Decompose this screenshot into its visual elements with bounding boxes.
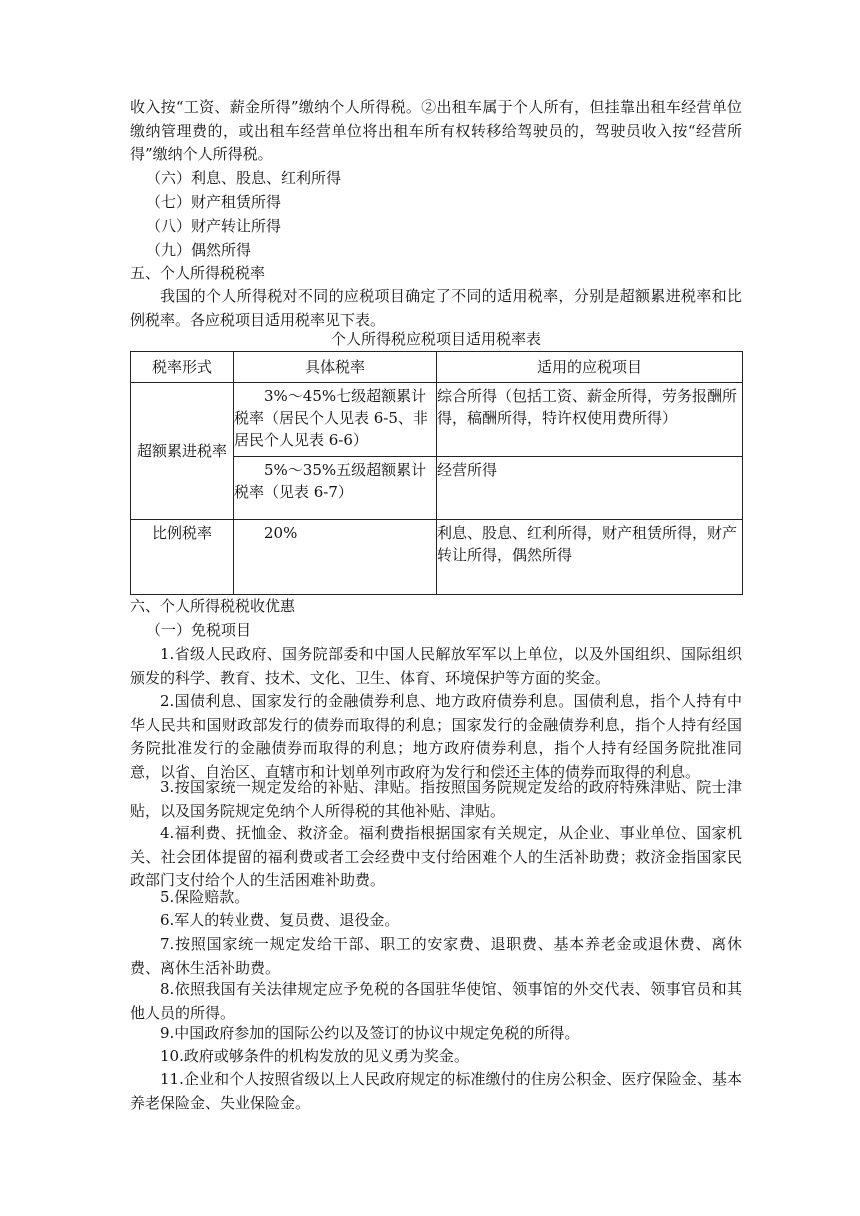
- header-rate-form: 税率形式: [131, 352, 234, 383]
- exempt-item-9: 9.中国政府参加的国际公约以及签订的协议中规定免税的所得。: [160, 1024, 580, 1042]
- subheading-exempt-items: （一）免税项目: [146, 621, 252, 639]
- cell-progressive-form: 超额累进税率: [131, 383, 234, 520]
- cell-proportional-form: 比例税率: [131, 520, 234, 595]
- exempt-item-6: 6.军人的转业费、复员费、退役金。: [160, 911, 400, 929]
- exempt-item-2: 2.国债利息、国家发行的金融债券利息、地方政府债券利息。国债利息，指个人持有中华人民共和国财政部发行的债券而取得的利息；国家发行的金融债券利息，指个人持有经国务院批准发行的金融债券而取得的利息；地方政府债券利息，指个人持有经国务院批准同意，以省、自治区、直辖市和计划单列市政府为发行和偿还主体的债券而取得的利息。: [130, 692, 742, 781]
- table-header-row: [131, 352, 743, 383]
- cell-proportional-items: 利息、股息、红利所得，财产租赁所得，财产转让所得，偶然所得: [437, 520, 743, 595]
- table-row: [131, 520, 743, 595]
- tax-rate-table: [130, 351, 743, 595]
- table-row: [131, 383, 743, 457]
- exempt-item-3: 3.按国家统一规定发给的补贴、津贴。指按照国务院规定发给的政府特殊津贴、院士津贴，以及国务院规定免纳个人所得税的其他补贴、津贴。: [130, 778, 742, 820]
- cell-five-level-rate: 5%～35%五级超额累计税率（见表 6-7）: [234, 457, 437, 520]
- table-title: 个人所得税应税项目适用税率表: [330, 330, 541, 348]
- section-heading-tax-preferences: 六、个人所得税税收优惠: [130, 597, 296, 615]
- item-interest-dividends: （六）利息、股息、红利所得: [146, 169, 342, 187]
- exempt-item-1: 1.省级人民政府、国务院部委和中国人民解放军军以上单位，以及外国组织、国际组织颁发的科学、教育、技术、文化、卫生、体育、环境保护等方面的奖金。: [130, 645, 742, 687]
- exempt-item-10: 10.政府或够条件的机构发放的见义勇为奖金。: [160, 1047, 469, 1065]
- item-incidental-income: （九）偶然所得: [146, 241, 252, 259]
- exempt-item-5: 5.保险赔款。: [160, 888, 250, 906]
- cell-flat-rate: 20%: [234, 520, 437, 595]
- header-applicable-items: 适用的应税项目: [437, 352, 743, 383]
- exempt-item-4: 4.福利费、抚恤金、救济金。福利费指根据国家有关规定，从企业、事业单位、国家机关、社会团体提留的福利费或者工会经费中支付给困难个人的生活补助费；救济金指国家民政部门支付给个人的生活困难补助费。: [130, 824, 742, 889]
- exempt-item-8: 8.依照我国有关法律规定应予免税的各国驻华使馆、领事馆的外交代表、领事官员和其他人员的所得。: [130, 980, 742, 1022]
- paragraph-rate-intro: 我国的个人所得税对不同的应税项目确定了不同的适用税率，分别是超额累进税率和比例税率。各应税项目适用税率见下表。: [130, 287, 742, 329]
- paragraph-taxi-income: 收入按“工资、薪金所得”缴纳个人所得税。②出租车属于个人所有，但挂靠出租车经营单位缴纳管理费的，或出租车经营单位将出租车所有权转移给驾驶员的，驾驶员收入按“经营所得”缴纳个人所得税。: [130, 98, 742, 163]
- cell-seven-level-rate: 3%～45%七级超额累计税率（居民个人见表 6-5、非居民个人见表 6-6）: [234, 383, 437, 457]
- exempt-item-7: 7.按照国家统一规定发给干部、职工的安家费、退职费、基本养老金或退休费、离休费、离休生活补助费。: [130, 935, 742, 977]
- cell-comprehensive-income: 综合所得（包括工资、薪金所得，劳务报酬所得，稿酬所得，特许权使用费所得）: [437, 383, 743, 457]
- exempt-item-11: 11.企业和个人按照省级以上人民政府规定的标准缴付的住房公积金、医疗保险金、基本养老保险金、失业保险金。: [130, 1070, 742, 1112]
- item-property-transfer: （八）财产转让所得: [146, 217, 282, 235]
- section-heading-tax-rate: 五、个人所得税税率: [130, 264, 266, 282]
- item-property-lease: （七）财产租赁所得: [146, 193, 282, 211]
- cell-business-income: 经营所得: [437, 457, 743, 520]
- header-specific-rate: 具体税率: [234, 352, 437, 383]
